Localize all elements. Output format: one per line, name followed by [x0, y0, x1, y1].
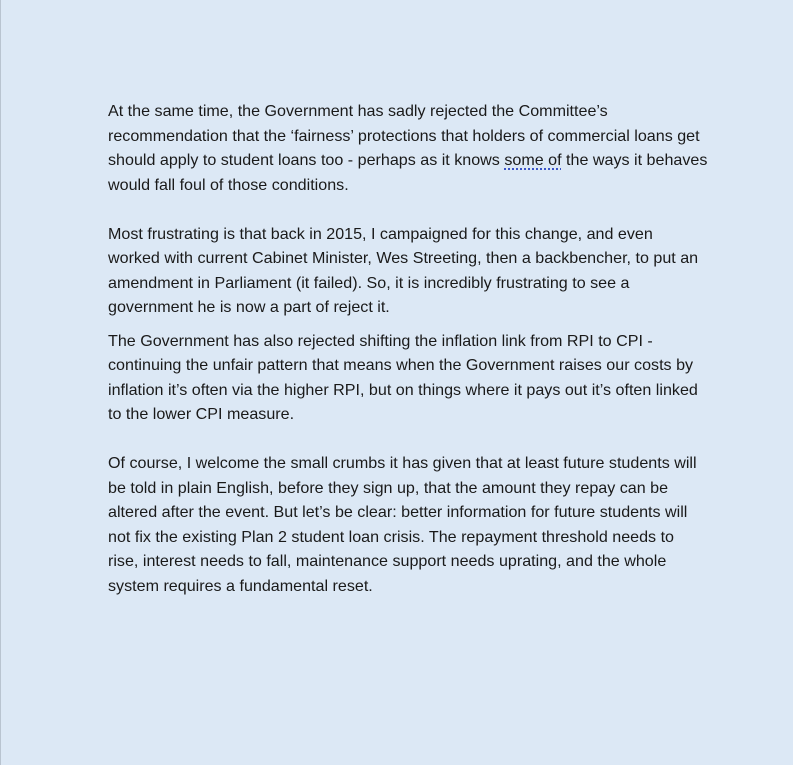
grammar-flagged-text[interactable]: some of: [504, 151, 562, 169]
paragraph-campaign-2015[interactable]: Most frustrating is that back in 2015, I campaigned for this change, and even worked with current Cabinet Minister, Wes Streeting, then a backbencher, to put an amendment in Parliament (it failed). So, it is incredibly frustrating to see a government he is now a part of reject it.: [108, 224, 699, 316]
paragraph-small-crumbs[interactable]: Of course, I welcome the small crumbs it has given that at least future students will be told in plain English, before they sign up, that the amount they repay can be altered after the event. But let’s be clear: better information for future students will not fix the existing Plan 2 student loan crisis. The repayment threshold needs to rise, interest needs to fall, maintenance support needs uprating, and the whole system requires a fundamental reset.: [108, 454, 697, 595]
paragraph-text: the ways it behaves would fall foul of those conditions.: [108, 151, 708, 194]
paragraph-text: At the same time, the Government has sadly rejected the Committee’s recommendation that the ‘fairness’ protections that holders of commercial loans get should apply to student loans too - perhaps as it knows: [108, 102, 700, 169]
document-body[interactable]: [108, 99, 708, 598]
paragraph-inflation-link[interactable]: The Government has also rejected shifting the inflation link from RPI to CPI - continuing the unfair pattern that means when the Government raises our costs by inflation it’s often via the higher RPI, but on things where it pays out it’s often linked to the lower CPI measure.: [108, 331, 698, 423]
paragraph-commercial-loans[interactable]: [108, 99, 708, 197]
